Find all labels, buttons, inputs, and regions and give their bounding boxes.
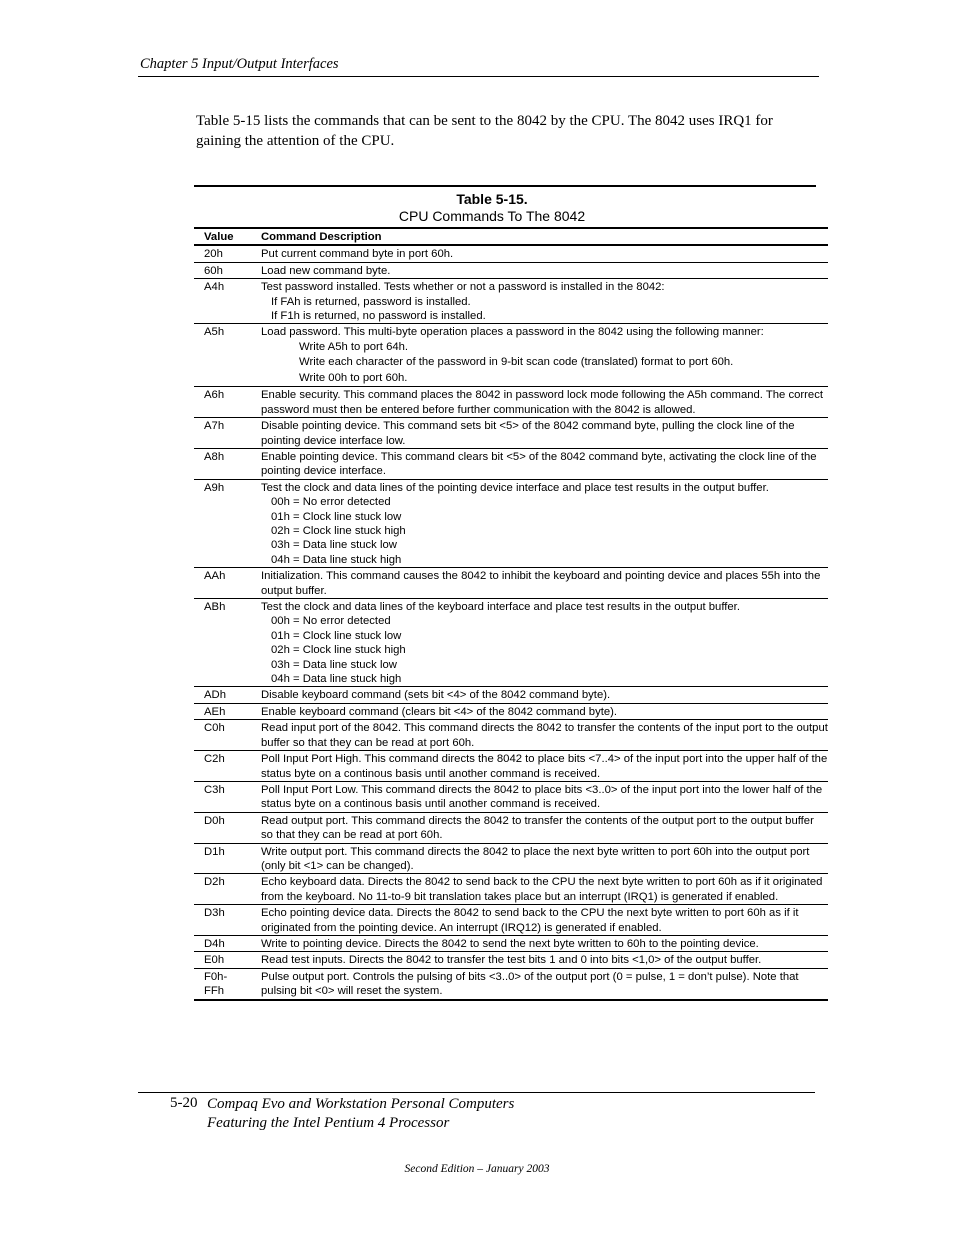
table-row	[194, 599, 828, 687]
command-description-text: Enable security. This command places the 8042 in password lock mode following the A5h command. The correct password must then be entered before further communication with the 8042 is allowed.	[261, 389, 823, 416]
command-description-text: Test the clock and data lines of the pointing device interface and place test results in the output buffer.	[261, 481, 769, 494]
table-row	[194, 387, 828, 418]
command-detail-line: 03h = Data line stuck low	[271, 539, 397, 552]
command-detail-line: 04h = Data line stuck high	[271, 553, 402, 566]
command-description	[260, 245, 828, 262]
table-row	[194, 935, 828, 951]
table-row	[194, 781, 828, 812]
command-description	[260, 905, 828, 936]
command-description-text: Echo pointing device data. Directs the 8042 to send back to the CPU the next byte written to port 60h as if it originated from the pointing device. An interrupt (IRQ12) is generated if enabled.	[261, 907, 799, 934]
command-value: D0h	[194, 812, 260, 843]
command-description	[260, 448, 828, 479]
table-subtitle: CPU Commands To The 8042	[398, 208, 586, 224]
command-value: AAh	[194, 568, 260, 599]
table-top-rule	[194, 185, 816, 187]
table-row	[194, 703, 828, 719]
command-detail-line: 00h = No error detected	[271, 615, 391, 628]
edition-note: Second Edition – January 2003	[404, 1163, 550, 1175]
command-description-text: Load new command byte.	[261, 264, 391, 277]
command-value: E0h	[194, 952, 260, 968]
table-row	[194, 812, 828, 843]
column-header-value: Value	[194, 229, 260, 245]
table-row	[194, 568, 828, 599]
commands-table	[194, 229, 828, 1001]
command-value: ABh	[194, 599, 260, 687]
command-value: C2h	[194, 751, 260, 782]
command-description-text: Load password. This multi-byte operation places a password in the 8042 using the following manner:	[261, 326, 764, 339]
command-detail-line: Write each character of the password in 9-bit scan code (translated) format to port 60h.	[299, 356, 734, 369]
command-value: A5h	[194, 324, 260, 387]
footer-title-line-2: Featuring the Intel Pentium 4 Processor	[207, 1115, 450, 1131]
command-description	[260, 812, 828, 843]
command-value: A4h	[194, 279, 260, 324]
command-detail-line: 04h = Data line stuck high	[271, 673, 402, 686]
command-description-text: Test password installed. Tests whether or not a password is installed in the 8042:	[261, 281, 665, 294]
command-description	[260, 279, 828, 324]
table-row	[194, 262, 828, 278]
table-row	[194, 687, 828, 703]
command-description-text: Read output port. This command directs the 8042 to transfer the contents of the output port to the output buffer so that they can be read at port 60h.	[261, 814, 814, 842]
command-description-text: Test the clock and data lines of the keyboard interface and place test results in the output buffer.	[261, 601, 740, 614]
table-header-row	[194, 229, 828, 245]
command-description	[260, 874, 828, 905]
command-description-text: Write output port. This command directs the 8042 to place the next byte written to port 60h into the output port (only bit <1> can be changed).	[261, 845, 810, 872]
table-row	[194, 952, 828, 968]
command-detail-line: Write A5h to port 64h.	[299, 340, 409, 353]
command-description	[260, 968, 828, 999]
command-description-text: Pulse output port. Controls the pulsing of bits <3..0> of the output port (0 = pulse, 1 = don’t pulse). Note that pulsing bit <0> will reset the system.	[261, 970, 799, 998]
table-row	[194, 720, 828, 751]
command-description-text: Poll Input Port Low. This command directs the 8042 to place bits <3..0> of the input port into the lower half of the status byte on a continous basis until another command is received.	[261, 783, 823, 811]
table-row	[194, 279, 828, 324]
command-value: C0h	[194, 720, 260, 751]
command-description-text: Poll Input Port High. This command directs the 8042 to place bits <7..4> of the input port into the upper half of the status byte on a continous basis until another command is received.	[261, 753, 828, 780]
table-row	[194, 751, 828, 782]
command-detail-line: 03h = Data line stuck low	[271, 658, 397, 671]
command-description-text: Disable pointing device. This command sets bit <5> of the 8042 command byte, pulling the clock line of the pointing device interface low.	[261, 420, 795, 447]
command-description-text: Enable keyboard command (clears bit <4> of the 8042 command byte).	[261, 705, 618, 718]
table-row	[194, 418, 828, 449]
command-value: 60h	[194, 262, 260, 278]
command-value: D3h	[194, 905, 260, 936]
command-description	[260, 687, 828, 703]
command-value: 20h	[194, 245, 260, 262]
command-description-text: Echo keyboard data. Directs the 8042 to send back to the CPU the next byte written to port 60h as if it originated from the keyboard. No 11-to-9 bit translation takes place but an interrupt (IRQ1) is generated if enabled.	[261, 876, 823, 903]
table-row	[194, 905, 828, 936]
footer-rule	[138, 1092, 815, 1093]
command-description	[260, 935, 828, 951]
command-description	[260, 599, 828, 687]
command-description-text: Enable pointing device. This command clears bit <5> of the 8042 command byte, activating the clock line of the pointing device interface.	[261, 450, 817, 478]
command-value: ADh	[194, 687, 260, 703]
command-detail-line: 01h = Clock line stuck low	[271, 629, 402, 642]
command-description	[260, 720, 828, 751]
header-rule	[138, 76, 819, 77]
table-row	[194, 245, 828, 262]
command-description-text: Read test inputs. Directs the 8042 to transfer the test bits 1 and 0 into bits <1,0> of the output buffer.	[261, 954, 762, 967]
command-value: F0h- FFh	[194, 968, 260, 999]
table-row	[194, 324, 828, 387]
command-detail-line: 02h = Clock line stuck high	[271, 525, 406, 537]
command-detail-line: If F1h is returned, no password is installed.	[271, 310, 486, 323]
command-value: A8h	[194, 448, 260, 479]
table-row	[194, 874, 828, 905]
command-detail-line: Write 00h to port 60h.	[299, 371, 408, 384]
page-number: 5-20	[170, 1095, 198, 1111]
command-description-text: Put current command byte in port 60h.	[261, 248, 454, 261]
command-value: AEh	[194, 703, 260, 719]
command-description	[260, 952, 828, 968]
command-description	[260, 843, 828, 874]
command-description	[260, 568, 828, 599]
table-row	[194, 448, 828, 479]
command-detail-line: If FAh is returned, password is installed.	[271, 295, 471, 308]
table-row	[194, 968, 828, 999]
command-value: D4h	[194, 935, 260, 951]
command-description-text: Read input port of the 8042. This command directs the 8042 to transfer the contents of the input port to the output buffer so that they can be read at port 60h.	[261, 722, 828, 749]
command-description	[260, 703, 828, 719]
command-description	[260, 387, 828, 418]
table-row	[194, 479, 828, 567]
command-detail-line: 02h = Clock line stuck high	[271, 644, 406, 657]
footer-title	[207, 1095, 514, 1133]
command-description	[260, 418, 828, 449]
intro-paragraph: Table 5-15 lists the commands that can be sent to the 8042 by the CPU. The 8042 uses IRQ1 for gaining the attention of the CPU.	[196, 113, 773, 149]
table-title: Table 5-15.	[456, 191, 528, 207]
command-description	[260, 324, 828, 387]
column-header-description: Command Description	[260, 229, 828, 245]
command-description	[260, 781, 828, 812]
command-detail-line: 01h = Clock line stuck low	[271, 510, 402, 523]
command-description	[260, 479, 828, 567]
table-row	[194, 843, 828, 874]
command-description	[260, 751, 828, 782]
table-body	[194, 245, 828, 999]
command-description-text: Disable keyboard command (sets bit <4> of the 8042 command byte).	[261, 689, 611, 702]
command-value: D2h	[194, 874, 260, 905]
command-value: C3h	[194, 781, 260, 812]
footer-title-line-1: Compaq Evo and Workstation Personal Computers	[207, 1096, 515, 1112]
chapter-header: Chapter 5 Input/Output Interfaces	[140, 56, 339, 72]
command-value: A6h	[194, 387, 260, 418]
command-value: A7h	[194, 418, 260, 449]
command-description	[260, 262, 828, 278]
command-description-text: Initialization. This command causes the 8042 to inhibit the keyboard and pointing device and places 55h into the output buffer.	[261, 570, 821, 597]
command-value: D1h	[194, 843, 260, 874]
command-description-text: Write to pointing device. Directs the 8042 to send the next byte written to 60h to the pointing device.	[261, 937, 759, 950]
commands-table-section	[194, 185, 828, 1001]
command-detail-line: 00h = No error detected	[271, 496, 391, 509]
command-value: A9h	[194, 479, 260, 567]
